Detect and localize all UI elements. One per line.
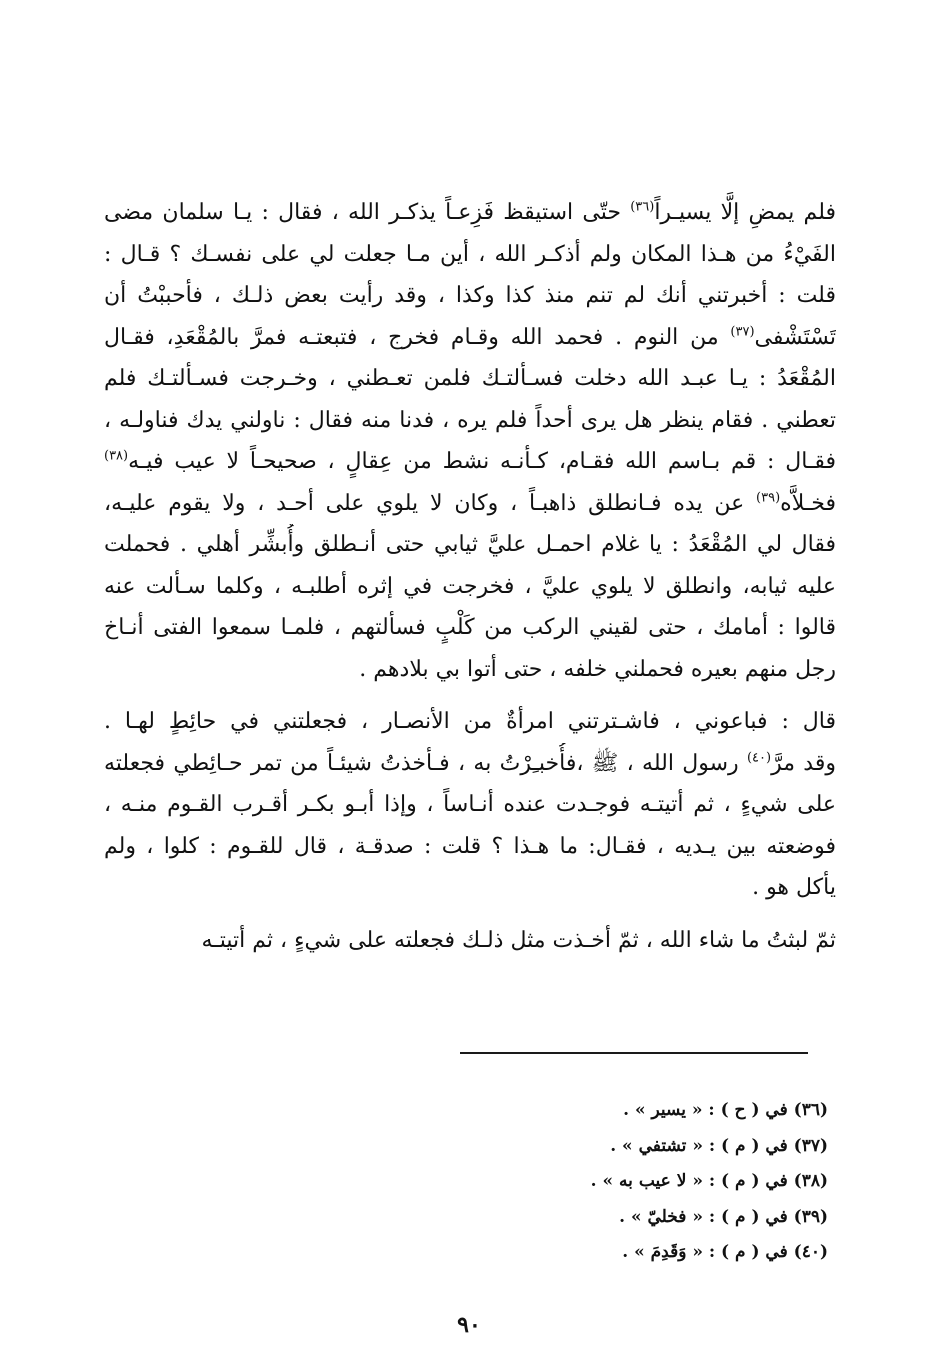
text-segment: فقـال : قم بـاسم الله فقـام، كـأنـه نشط من عِقالٍ ، صحيحـاً لا عيب فيـه: [128, 449, 836, 474]
text-line: [104, 441, 836, 483]
footnote-reference[interactable]: (٣٦): [630, 199, 655, 215]
footnote-item: (٣٦) في ( ح ) : « يسير » .: [623, 1100, 828, 1120]
footnote-item: (٣٧) في ( م ) : « تشتفي » .: [610, 1135, 828, 1156]
paragraph: [104, 701, 836, 909]
text-segment: حتّى استيقظ فَزِعـاً يذكـر الله ، فقال : يـا سلمان مضى: [104, 200, 631, 225]
footnote-reference[interactable]: (٣٨): [104, 448, 129, 464]
text-line: [104, 743, 836, 785]
paragraph: [104, 920, 836, 962]
footnote-separator: [460, 1052, 808, 1054]
text-line: [104, 483, 836, 525]
footnote-item: (٣٨) في ( م ) : « لا عيب به » .: [590, 1171, 828, 1191]
footnote-item: (٣٩) في ( م ) : « فخليّ » .: [619, 1206, 828, 1227]
text-line: ثمّ لبثتُ ما شاء الله ، ثمّ أخـذت مثل ذلـك فجعلته على شيءٍ ، ثم أتيتـه: [201, 927, 836, 953]
text-line: قال : فباعوني ، فاشـترتني امرأةٌ من الأنصـار ، فجعلتني في حائِطٍ لهـا .: [104, 709, 836, 734]
text-segment: من النوم . فحمد الله وقـام فخرج ، فتبعتـه فمرَّ بالمُقْعَدِ، فقـال: [104, 324, 731, 350]
text-line: يأكل هو .: [752, 875, 836, 900]
text-line: رجل منهم بعيره فحملني خلفه ، حتى أتوا بي بلادهم .: [359, 656, 836, 682]
paragraph: [104, 192, 836, 690]
text-segment: رسول الله ، ﷺ ،فأُخبـِرْتُ به ، فـأخذتُ شيئـاً من تمر حـائِطي فجعلته: [104, 750, 747, 776]
footnote-reference[interactable]: (٣٧): [730, 324, 755, 340]
text-line: [104, 317, 836, 359]
footnote-reference[interactable]: (٤٠): [746, 750, 772, 766]
text-segment: عن يده فـانطلق ذاهبـاً ، وكان لا يلوي على أحـد ، ولا يقوم عليـه،: [104, 490, 757, 516]
text-segment: فخـلاَّه: [780, 490, 836, 516]
text-segment: فلم يمضِ إلَّا يسيـراً: [654, 200, 836, 225]
text-line: [104, 192, 836, 234]
text-line: قلت : أخبرتني أنك لم تنم منذ كذا وكذا ، وقد رأيت بعض ذلـك ، فأحببْتُ أن: [104, 283, 836, 308]
footnote-reference[interactable]: (٣٩): [756, 490, 781, 506]
footnote-item: (٤٠) في ( م ) : « وَقَدِمَ » .: [622, 1242, 828, 1262]
footnotes: [428, 1093, 828, 1271]
text-line: فوضعته بين يـديه ، فقـال: ما هـذا ؟ قلت : صدقـة ، قال للقـوم : كلوا ، ولم: [104, 833, 836, 859]
text-line: المُقْعَدُ : يـا عبـد الله دخلت فسـألتـك فلمن تعـطني ، وخـرجت فسـألتـك فلم: [104, 366, 836, 391]
text-line: عليه ثيابه، وانطلق لا يلوي عليَّ ، فخرجت في إثره أطلبـه ، وكلما سـألت عنه: [104, 573, 836, 599]
text-line: تعطني . فقام ينظر هل يرى أحداً فلم يره ، فدنا منه فقال : ناولني يدك فناولـه ،: [104, 407, 836, 433]
text-line: على شيءٍ ، ثم أتيتـه فوجـدت عنده أنـاساً ، وإذا أبـو بكـر أقـرب القـوم منـه ،: [104, 792, 836, 817]
main-text: [104, 192, 836, 961]
text-line: قالوا : أمامك ، حتى لقيني الركب من كَلْبٍ فسألتهم ، فلمـا سمعوا الفتى أنـاخ: [104, 615, 836, 640]
text-segment: تَسْتَشْفى: [754, 324, 836, 350]
text-line: الفَيْءُ من هـذا المكان ولم أذكـر الله ، أين مـا جعلت لي على نفسـك ؟ قـال :: [104, 241, 836, 267]
text-segment: وقد مرَّ: [771, 750, 836, 776]
text-line: فقال لي المُقْعَدُ : يا غلام احمـل عليَّ ثيابي حتى أنـطلق وأُبشِّر أهلي . فحملت: [104, 532, 836, 557]
page-number: ٩٠: [457, 1312, 481, 1338]
